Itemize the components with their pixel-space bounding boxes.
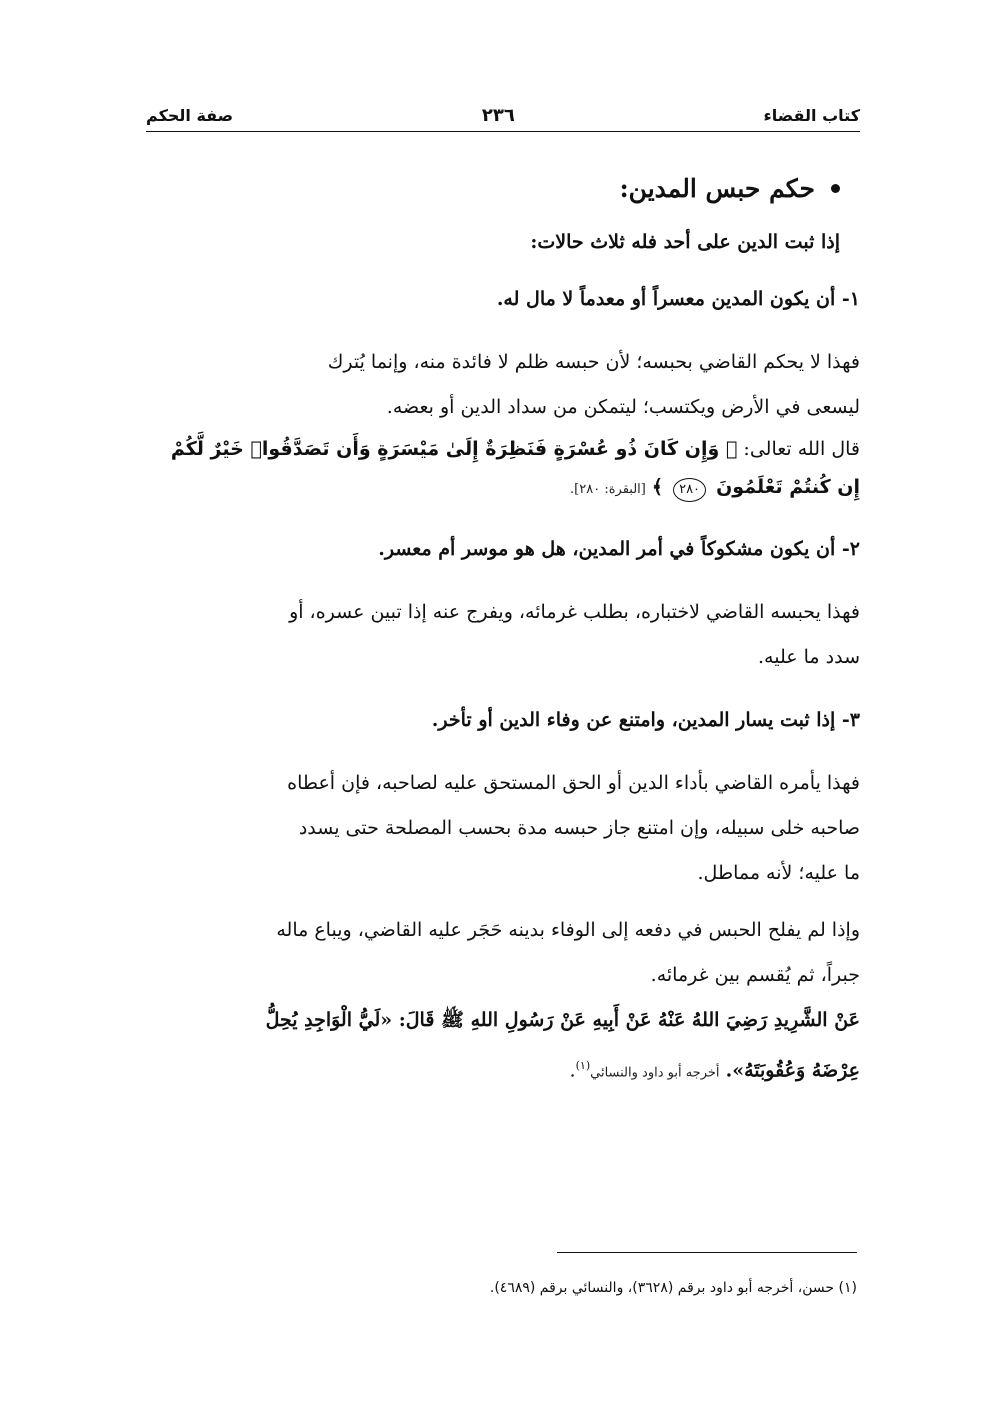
intro-line: إذا ثبت الدين على أحد فله ثلاث حالات: xyxy=(530,231,840,253)
case1-body-1: فهذا لا يحكم القاضي بحبسه؛ لأن حبسه ظلم لا فائدة منه، وإنما يُترك xyxy=(327,351,860,373)
case3-body-2: صاحبه خلى سبيله، وإن امتنع جاز حبسه مدة بحسب المصلحة حتى يسدد xyxy=(298,817,860,839)
page-body xyxy=(146,168,860,1095)
case3-body-3: ما عليه؛ لأنه مماطل. xyxy=(697,862,860,884)
quote-intro: قال الله تعالى: xyxy=(743,438,860,460)
case1-body-2: ليسعى في الأرض ويكتسب؛ ليتمكن من سداد الدين أو بعضه. xyxy=(386,396,860,418)
verse-text-2: إِن كُنتُمْ تَعْلَمُونَ xyxy=(716,476,860,498)
section-heading-text: حكم حبس المدين: xyxy=(619,173,815,203)
hadith-line-1: عَنْ الشَّرِيدِ رَضِيَ اللهُ عَنْهُ عَنْ أَبِيهِ عَنْ رَسُولِ اللهِ ﷺ قَالَ: «لَيُّ الْوَاجِدِ يُحِلُّ xyxy=(265,1009,860,1031)
case3-body-5: جبراً، ثم يُقسم بين غرمائه. xyxy=(650,964,860,986)
footnote-divider xyxy=(557,1252,857,1253)
footnote-ref[interactable]: (١) xyxy=(575,1059,591,1072)
hadith-source: أخرجه أبو داود والنسائي xyxy=(590,1065,720,1081)
verse-citation: [البقرة: ٢٨٠]. xyxy=(570,482,646,497)
case2-body-1: فهذا يحبسه القاضي لاختباره، بطلب غرمائه، ويفرج عنه إذا تبين عسره، أو xyxy=(289,601,860,623)
section-heading xyxy=(146,168,840,208)
bullet-icon xyxy=(831,184,840,193)
verse-text-1: ﴿ وَإِن كَانَ ذُو عُسْرَةٍ فَنَظِرَةٌ إِلَىٰ مَيْسَرَةٍ وَأَن تَصَدَّقُوا۟ خَيْرٌ لَّكُمْ xyxy=(170,438,738,460)
hadith-text-end: عِرْضَهُ وَعُقُوبَتَهُ». xyxy=(725,1059,860,1082)
hadith-line-2 xyxy=(146,1043,860,1095)
case3-body-1: فهذا يأمره القاضي بأداء الدين أو الحق المستحق عليه لصاحبه، فإن أعطاه xyxy=(287,772,860,794)
case1-title: ١- أن يكون المدين معسراً أو معدماً لا مال له. xyxy=(496,288,860,310)
header-divider xyxy=(146,131,860,132)
ayah-number-marker: ٢٨٠ xyxy=(673,478,706,502)
case3-body-4: وإذا لم يفلح الحبس في دفعه إلى الوفاء بدينه حَجَر عليه القاضي، ويباع ماله xyxy=(276,919,860,941)
quran-quote-line-1 xyxy=(146,430,860,468)
running-header xyxy=(146,100,860,130)
verse-close: ﴾ xyxy=(651,476,664,498)
hadith-end-mark: . xyxy=(569,1059,576,1082)
case2-body-2: سدد ما عليه. xyxy=(758,646,860,668)
header-page-number: ٢٣٦ xyxy=(481,104,515,126)
footnote: (١) حسن، أخرجه أبو داود برقم (٣٦٢٨)، والنسائي برقم (٤٦٨٩). xyxy=(489,1280,857,1296)
header-book-title: كتاب القضاء xyxy=(763,105,860,125)
case3-title: ٣- إذا ثبت يسار المدين، وامتنع عن وفاء الدين أو تأخر. xyxy=(431,709,860,731)
quran-quote-line-2 xyxy=(146,468,860,509)
case2-title: ٢- أن يكون مشكوكاً في أمر المدين، هل هو موسر أم معسر. xyxy=(378,538,860,560)
header-section-title: صفة الحكم xyxy=(146,105,234,125)
